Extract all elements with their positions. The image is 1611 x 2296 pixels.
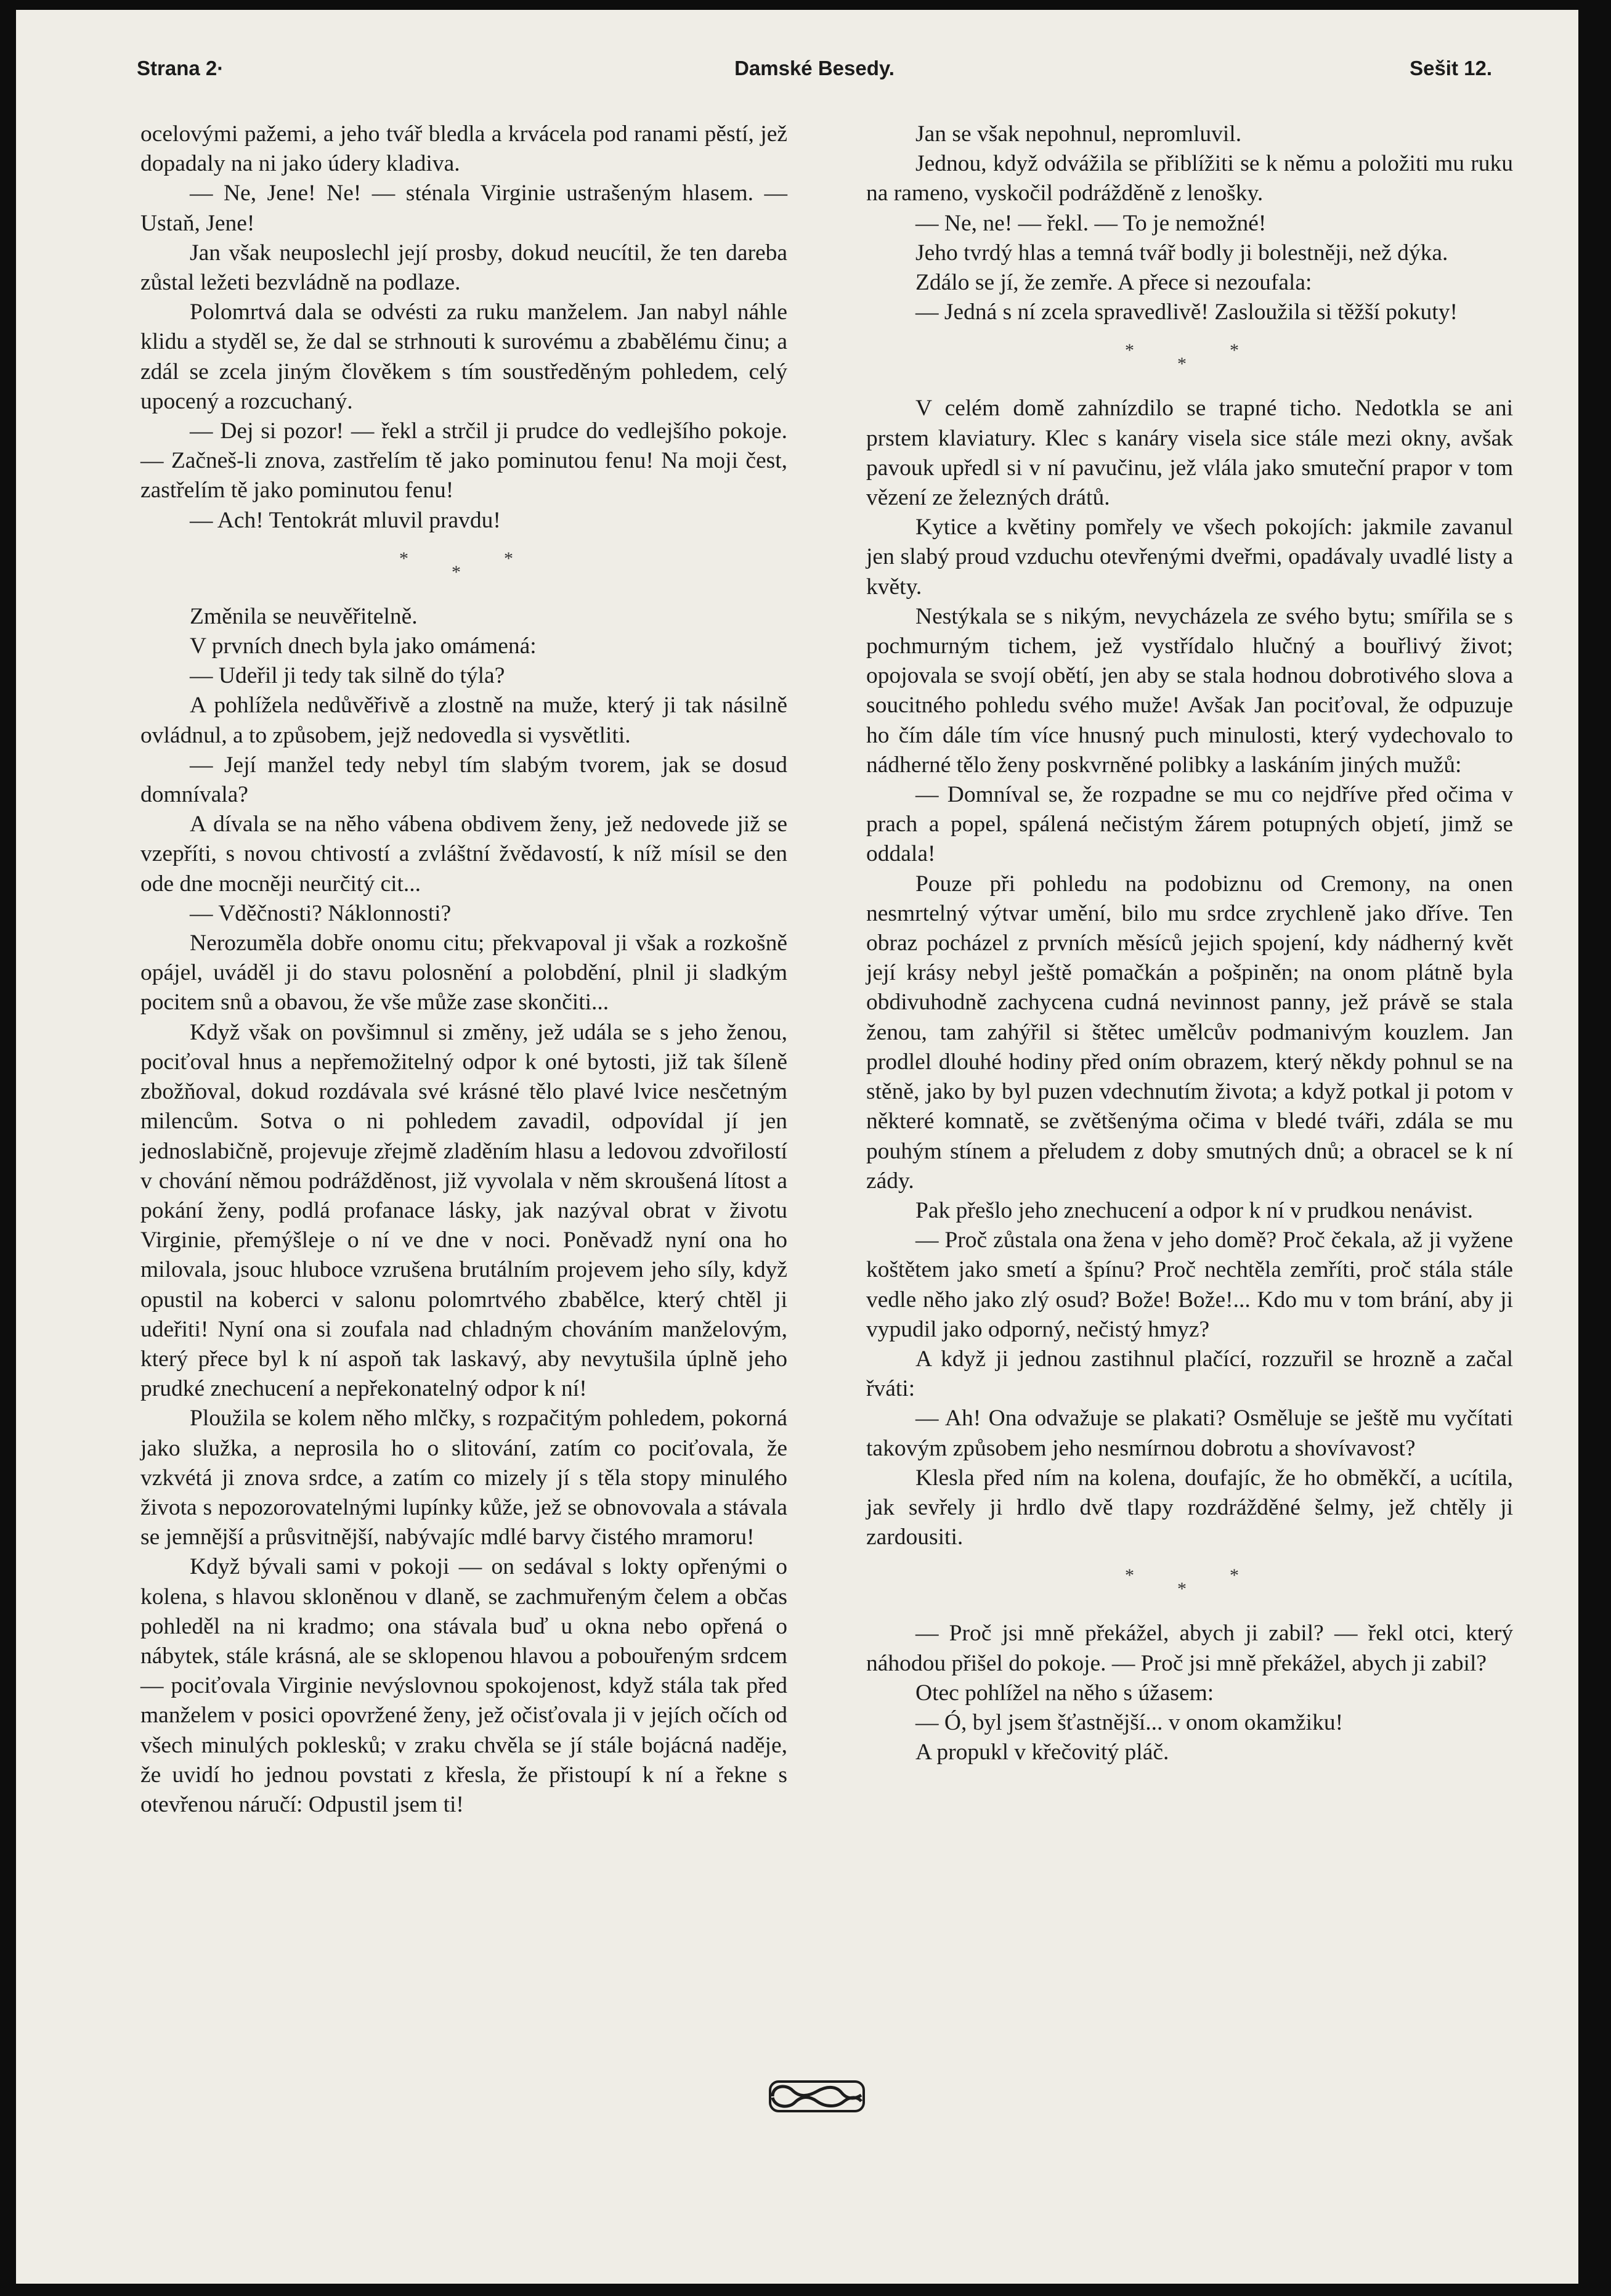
section-break xyxy=(866,331,1513,390)
right-column xyxy=(866,120,1513,1767)
paragraph: — Udeřil ji tedy tak silně do týla? xyxy=(190,663,505,689)
paragraph: — Proč jsi mně překážel, abych ji zabil? — řekl otci, který náhodou přišel do pokoje. — Proč jsi mně překážel, abych ji zabil? xyxy=(866,1621,1513,1676)
paragraph: Nestýkala se s nikým, nevycházela ze svého bytu; smířila se s pochmurným tichem, jež vystřídalo hlučný a bouřlivý život; opojovala se svojí obětí, jen aby se stala hodnou dobrotivého slova a soucitného pohledu svého muže! Avšak Jan pociťoval, že odpuzuje ho čím dále tím více hnusný puch minulosti, který vydechovalo to nádherné tělo ženy poskvrněné polibky a laskáním jiných mužů: xyxy=(866,603,1513,778)
asterisk: * xyxy=(1125,340,1134,361)
paragraph: Klesla před ním na kolena, doufajíc, že ho obměkčí, a ucítila, jak sevřely ji hrdlo dvě tlapy rozdrážděné šelmy, jež chtěly ji zardousiti. xyxy=(866,1465,1513,1550)
magazine-title: Damské Besedy. xyxy=(734,57,895,79)
left-column xyxy=(140,120,787,1820)
paragraph: Změnila se neuvěřitelně. xyxy=(190,603,418,629)
section-break xyxy=(140,539,787,598)
paragraph: — Její manžel tedy nebyl tím slabým tvorem, jak se dosud domnívala? xyxy=(140,752,787,808)
asterisk: * xyxy=(452,561,461,582)
page-header xyxy=(137,49,1492,86)
paragraph: Ploužila se kolem něho mlčky, s rozpačitým pohledem, pokorná jako služka, a neprosila ho o slitování, zatím co pociťovala, že vzkvétá ji znova srdce, a zatím co mizely jí s těla stopy minulého života s nepozorovatelnými lupínky kůže, jež se obnovovala a stávala se jemnější a průsvitnější, nabývajíc mdlé barvy čistého mramoru! xyxy=(140,1406,787,1550)
asterisk: * xyxy=(1125,1565,1134,1586)
paragraph: Kytice a květiny pomřely ve všech pokojích: jakmile zavanul jen slabý proud vzduchu otevřenými dveřmi, opadávaly uvadlé listy a květy. xyxy=(866,515,1513,600)
asterisk: * xyxy=(1230,1565,1239,1586)
paragraph: Zdálo se jí, že zemře. A přece si nezoufala: xyxy=(915,270,1312,296)
paragraph: Jednou, když odvážila se přiblížiti se k němu a položiti mu ruku na rameno, vyskočil podrážděně z lenošky. xyxy=(866,151,1513,206)
paragraph: — Ne, ne! — řekl. — To je nemožné! xyxy=(915,210,1267,236)
ornament-icon xyxy=(768,2079,866,2114)
paragraph: Otec pohlížel na něho s úžasem: xyxy=(915,1680,1214,1706)
asterisk: * xyxy=(399,548,408,569)
paragraph: A pohlížela nedůvěřivě a zlostně na muže, který ji tak násilně ovládnul, a to způsobem, jejž nedovedla si vysvětliti. xyxy=(140,693,787,748)
paragraph: Když bývali sami v pokoji — on sedával s lokty opřenými o kolena, s hlavou skloněnou v dlaně, se zachmuřeným čelem a občas pohleděl na ni kradmo; ona stávala buď u okna nebo opřená o nábytek, stále krásná, ale se sklopenou hlavou a pobouřeným srdcem — pociťovala Virginie nevýslovnou spokojenost, když stála tak před manželem v posici opovržené ženy, jež očisťovala ji v jejích očích od všech minulých poklesků; v zraku chvěla se jí stále bojácná naděje, že uvidí ho jednou povstati z křesla, že přistoupí k ní a řekne s otevřenou náručí: Odpustil jsem ti! xyxy=(140,1554,787,1817)
paragraph: V prvních dnech byla jako omámená: xyxy=(190,633,537,659)
asterisk: * xyxy=(1177,1579,1187,1600)
paragraph: V celém domě zahnízdilo se trapné ticho. Nedotkla se ani prstem klaviatury. Klec s kanáry visela sice stále mezi okny, avšak pavouk upředl si v ní pavučinu, jež vlála jako smuteční prapor v tom vězení ze železných drátů. xyxy=(866,396,1513,511)
document-page xyxy=(16,10,1578,2284)
issue-number: Sešit 12. xyxy=(1410,57,1492,79)
paragraph: A propukl v křečovitý pláč. xyxy=(915,1740,1169,1765)
paragraph: A dívala se na něho vábena obdivem ženy, jež nedovede již se vzepříti, s novou chtivostí a zvláštní žvědavostí, k níž mísil se den ode dne mocněji neurčitý cit... xyxy=(140,812,787,897)
paragraph: — Ne, Jene! Ne! — sténala Virginie ustrašeným hlasem. — Ustaň, Jene! xyxy=(140,181,787,236)
paragraph: — Domníval se, že rozpadne se mu co nejdříve před očima v prach a popel, spálená nečistým žárem potupných objetí, jimž se oddala! xyxy=(866,782,1513,867)
asterisk: * xyxy=(504,548,513,569)
paragraph: — Vděčnosti? Náklonnosti? xyxy=(190,900,452,926)
paragraph: Pak přešlo jeho znechucení a odpor k ní v prudkou nenávist. xyxy=(915,1197,1473,1223)
paragraph: — Ah! Ona odvažuje se plakati? Osměluje se ještě mu vyčítati takovým způsobem jeho nesmírnou dobrotu a shovívavost? xyxy=(866,1406,1513,1461)
paragraph: ocelovými pažemi, a jeho tvář bledla a krvácela pod ranami pěstí, jež dopadaly na ni jako údery kladiva. xyxy=(140,121,787,177)
paragraph: Polomrtvá dala se odvésti za ruku manželem. Jan nabyl náhle klidu a styděl se, že dal se strhnouti k surovému a zbabělému činu; a zdál se zcela jiným člověkem s tím soustředěným pohledem, celý upocený a rozcuchaný. xyxy=(140,299,787,414)
paragraph: Pouze při pohledu na podobiznu od Cremony, na onen nesmrtelný výtvar umění, bilo mu srdce zrychleně jako dříve. Ten obraz pocházel z prvních měsíců jejich spojení, kdy nádherný květ její krásy nebyl ještě pomačkán a pošpiněn; na onom plátně byla obdivuhodně zachycena cudná nevinnost panny, jež právě se stala ženou, tam zahýřil si štětec umělcův podmanivým kouzlem. Jan prodlel dlouhé hodiny před oním obrazem, který někdy pohnul se na stěně, jako by byl puzen vdechnutím života; a když potkal ji potom v některé komnatě, se zvětšenýma očima v bledé tváři, zdála se mu pouhým stínem a přeludem z doby smutných dnů; a obracel se k ní zády. xyxy=(866,871,1513,1194)
paragraph: Jeho tvrdý hlas a temná tvář bodly ji bolestněji, než dýka. xyxy=(915,240,1448,266)
paragraph: Jan se však nepohnul, nepromluvil. xyxy=(915,121,1242,147)
paragraph: — Dej si pozor! — řekl a strčil ji prudce do vedlejšího pokoje. — Začneš-li znova, zastřelím tě jako pominutou fenu! Na moji čest, zastřelím tě jako pominutou fenu! xyxy=(140,418,787,503)
asterisk: * xyxy=(1230,340,1239,361)
paragraph: — Ach! Tentokrát mluvil pravdu! xyxy=(190,507,501,533)
paragraph: A když ji jednou zastihnul plačící, rozzuřil se hrozně a začal řváti: xyxy=(866,1346,1513,1402)
paragraph: — Proč zůstala ona žena v jeho domě? Proč čekala, až ji vyžene koštětem jako smetí a špínu? Proč nechtěla zemříti, proč stála stále vedle něho jako zlý osud? Bože! Bože!... Kdo mu v tom brání, aby ji vypudil jako odporný, nečistý hmyz? xyxy=(866,1227,1513,1342)
paragraph: Nerozuměla dobře onomu citu; překvapoval ji však a rozkošně opájel, uváděl ji do stavu polosnění a polobdění, plnil ji sladkým pocitem snů a obavou, že vše může zase skončiti... xyxy=(140,930,787,1016)
section-break xyxy=(866,1556,1513,1615)
paragraph: — Ó, byl jsem šťastnější... v onom okamžiku! xyxy=(915,1709,1344,1735)
asterisk: * xyxy=(1177,354,1187,375)
paragraph: — Jedná s ní zcela spravedlivě! Zasloužila si těžší pokuty! xyxy=(915,299,1458,325)
page-number: Strana 2· xyxy=(137,57,224,79)
paragraph: Jan však neuposlechl její prosby, dokud neucítil, že ten dareba zůstal ležeti bezvládně na podlaze. xyxy=(140,240,787,296)
paragraph: Když však on povšimnul si změny, jež udála se s jeho ženou, pociťoval hnus a nepřemožitelný odpor k oné bytosti, již tak šíleně zbožňoval, dokud rozdávala své krásné tělo plavé lvice nesčetným milencům. Sotva o ni pohledem zavadil, odpovídal jí jen jednoslabičně, projevuje zřejmě zladěním hlasu a ledovou zdvořilostí v chování němou podrážděnost, již vyvolala v něm skroušená lítost a pokání ženy, podlá profanace lásky, jak nazýval obrat v životu Virginie, přemýšleje o ní ve dne v noci. Poněvadž nyní ona ho milovala, jsouc hluboce vzrušena brutálním projevem jeho síly, když opustil na koberci v salonu polomrtvého zbabělce, který chtěl ji udeřiti! Nyní ona si zoufala nad chladným chováním manželovým, který přece byl k ní aspoň tak laskavý, aby nevytušila úplně jeho prudké znechucení a nepřekonatelný odpor k ní! xyxy=(140,1019,787,1402)
